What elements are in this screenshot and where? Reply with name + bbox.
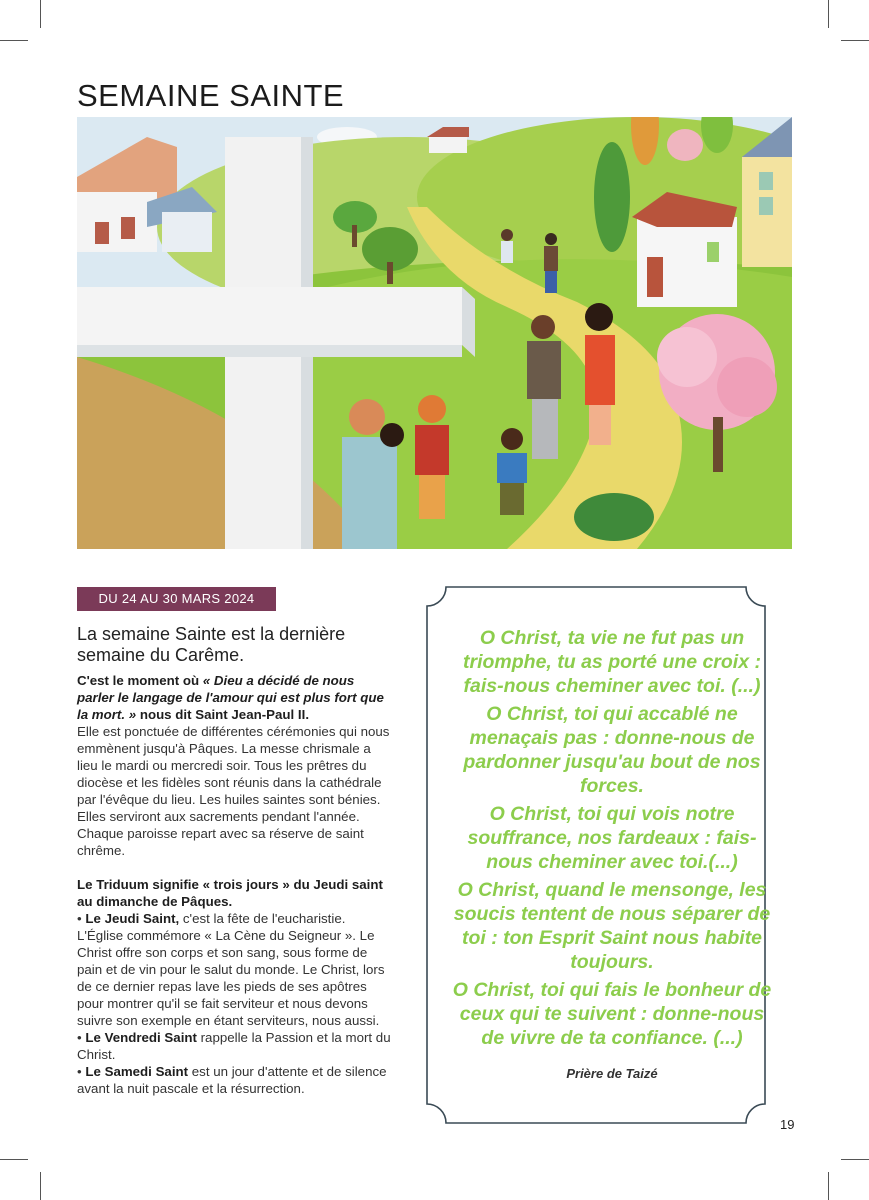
crop-mark xyxy=(828,0,829,28)
day-text: rappelle la Passion et la mort du Christ. xyxy=(77,1030,391,1062)
intro-heading: La semaine Sainte est la dernière semaine du Carême. xyxy=(77,624,346,665)
day-text: est un jour d'attente et de silence avant la nuit pascale et la résurrection. xyxy=(77,1064,387,1096)
day-name: Le Samedi Saint xyxy=(85,1064,189,1079)
crop-mark xyxy=(841,1159,869,1160)
crop-mark xyxy=(40,1172,41,1200)
page-title: SEMAINE SAINTE xyxy=(77,78,345,113)
triduum-heading: Le Triduum signifie « trois jours » du Jeudi saint au dimanche de Pâques. xyxy=(77,877,383,909)
paragraph-ceremonies: Elle est ponctuée de différentes cérémonies qui nous emmènent jusqu'à Pâques. La messe chrismale a lieu le mardi ou mercredi soir. Tous les prêtres du diocèse et les fidèles sont réunis dans la cathédrale par l'évêque du lieu. Les huiles saintes sont bénies. Elles serviront aux sacrements pendant l'année. Chaque paroisse repart avec sa réserve de saint chrême. xyxy=(77,724,390,858)
article-body xyxy=(77,672,392,1097)
crop-mark xyxy=(40,0,41,28)
quote-author: nous dit Saint Jean-Paul II. xyxy=(136,707,310,722)
holy-week-illustration xyxy=(77,117,792,549)
prayer-stanza: O Christ, quand le mensonge, les soucis tentent de nous séparer de toi : ton Esprit Saint nous habite toujours. xyxy=(453,879,771,973)
prayer-stanza: O Christ, ta vie ne fut pas un triomphe, tu as porté une croix : fais-nous cheminer avec toi. (...) xyxy=(463,627,761,697)
prayer-source: Prière de Taizé xyxy=(566,1066,658,1081)
day-text: c'est la fête de l'eucharistie. L'Église commémore « La Cène du Seigneur ». Le Christ offre son corps et son sang, sous forme de pain et de vin pour le salut du monde. Le Christ, lors de ce dernier repas lave les pieds de ses apôtres pour montrer qu'il se fait serviteur et nous devons suivre son exemple en étant serviteurs, nous aussi. xyxy=(77,911,385,1028)
day-item: • Le Samedi Saint est un jour d'attente et de silence avant la nuit pascale et la résurrection. xyxy=(77,1064,387,1096)
crop-mark xyxy=(0,40,28,41)
crop-mark xyxy=(0,1159,28,1160)
day-name: Le Jeudi Saint, xyxy=(85,911,180,926)
prayer-stanza: O Christ, toi qui vois notre souffrance, nos fardeaux : fais-nous cheminer avec toi.(...) xyxy=(467,803,757,873)
crop-mark xyxy=(828,1172,829,1200)
day-name: Le Vendredi Saint xyxy=(85,1030,197,1045)
day-item: • Le Vendredi Saint rappelle la Passion et la mort du Christ. xyxy=(77,1030,391,1062)
date-badge: DU 24 AU 30 MARS 2024 xyxy=(77,587,276,611)
prayer-stanza: O Christ, toi qui accablé ne menaçais pas : donne-nous de pardonner jusqu'au bout de nos forces. xyxy=(463,703,761,797)
page-number: 19 xyxy=(780,1117,795,1132)
quote-lead: C'est le moment où xyxy=(77,673,203,688)
quote-paragraph xyxy=(77,672,392,723)
prayer-text xyxy=(446,626,778,1054)
day-item: • Le Jeudi Saint, c'est la fête de l'eucharistie. L'Église commémore « La Cène du Seigneur ». Le Christ offre son corps et son sang, sous forme de pain et de vin pour le salut du monde. Le Christ, lors de ce dernier repas lave les pieds de ses apôtres pour montrer qu'il se fait serviteur et nous devons suivre son exemple en étant serviteurs, nous aussi. xyxy=(77,911,385,1028)
quote-text: « Dieu a décidé de nous parler le langage de l'amour qui est plus fort que la mort. » xyxy=(77,673,384,722)
prayer-stanza: O Christ, toi qui fais le bonheur de ceux qui te suivent : donne-nous de vivre de ta confiance. (...) xyxy=(452,979,772,1049)
crop-mark xyxy=(841,40,869,41)
